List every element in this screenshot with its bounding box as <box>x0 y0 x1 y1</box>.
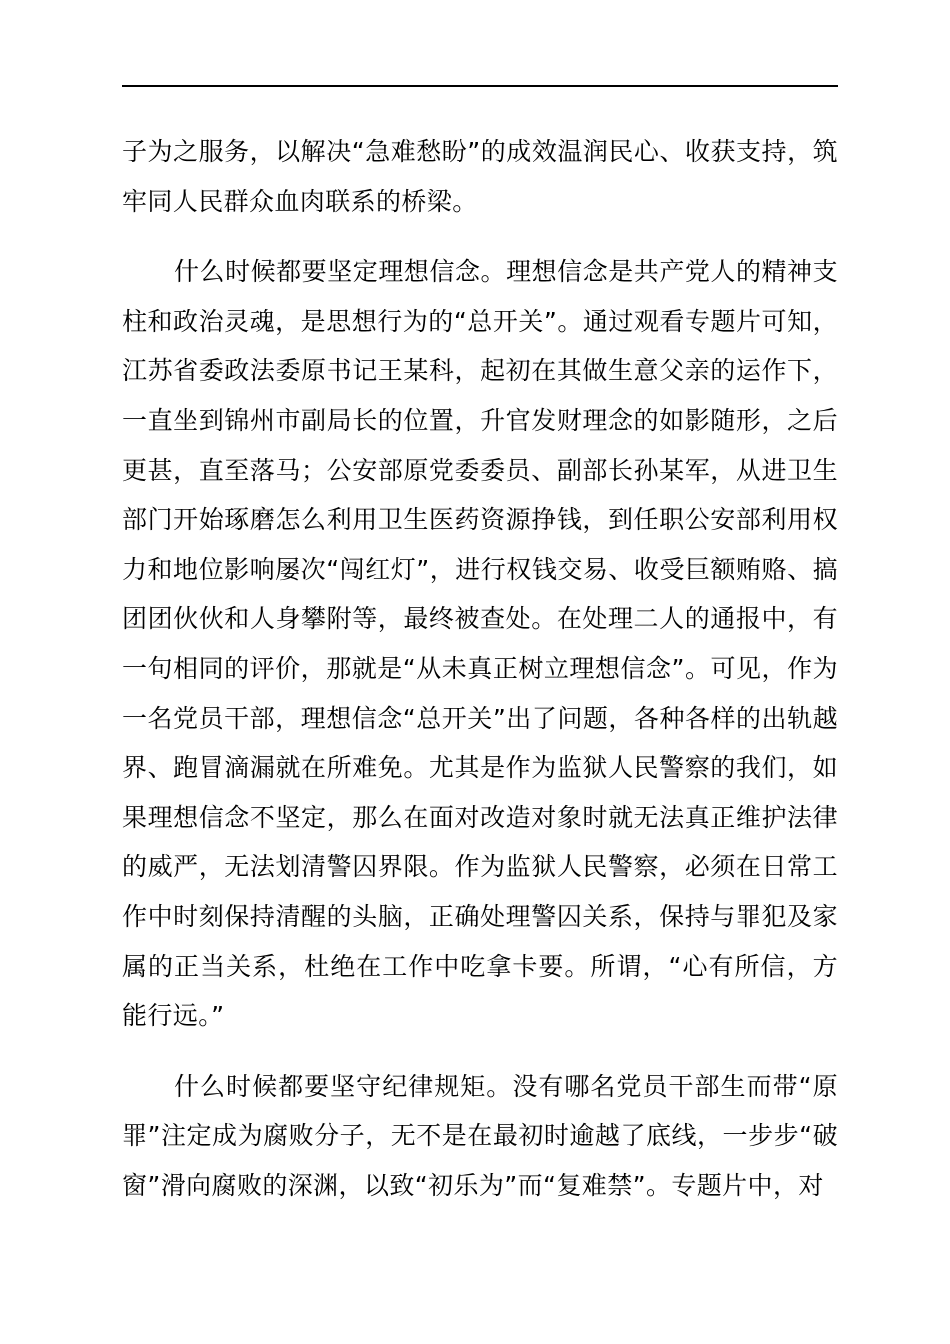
header-rule <box>122 85 838 87</box>
paragraph-continuation: 子为之服务，以解决“急难愁盼”的成效温润民心、收获支持，筑牢同人民群众血肉联系的桥梁。 <box>122 137 838 216</box>
paragraph-discipline-and-rules: 什么时候都要坚守纪律规矩。没有哪名党员干部生而带“原罪”注定成为腐败分子，无不是在最初时逾越了底线，一步步“破窗”滑向腐败的深渊，以致“初乐为”而“复难禁”。专题片中，对 <box>122 1071 838 1200</box>
body-text <box>122 127 838 1210</box>
paragraph-ideals-and-beliefs: 什么时候都要坚定理想信念。理想信念是共产党人的精神支柱和政治灵魂，是思想行为的“总开关”。通过观看专题片可知，江苏省委政法委原书记王某科，起初在其做生意父亲的运作下，一直坐到锦州市副局长的位置，升官发财理念的如影随形，之后更甚，直至落马；公安部原党委委员、副部长孙某军，从进卫生部门开始琢磨怎么利用卫生医药资源挣钱，到任职公安部利用权力和地位影响屡次“闯红灯”，进行权钱交易、收受巨额贿赂、搞团团伙伙和人身攀附等，最终被查处。在处理二人的通报中，有一句相同的评价，那就是“从未真正树立理想信念”。可见，作为一名党员干部，理想信念“总开关”出了问题，各种各样的出轨越界、跑冒滴漏就在所难免。尤其是作为监狱人民警察的我们，如果理想信念不坚定，那么在面对改造对象时就无法真正维护法律的威严，无法划清警囚界限。作为监狱人民警察，必须在日常工作中时刻保持清醒的头脑，正确处理警囚关系，保持与罪犯及家属的正当关系，杜绝在工作中吃拿卡要。所谓，“心有所信，方能行远。” <box>122 257 838 1031</box>
